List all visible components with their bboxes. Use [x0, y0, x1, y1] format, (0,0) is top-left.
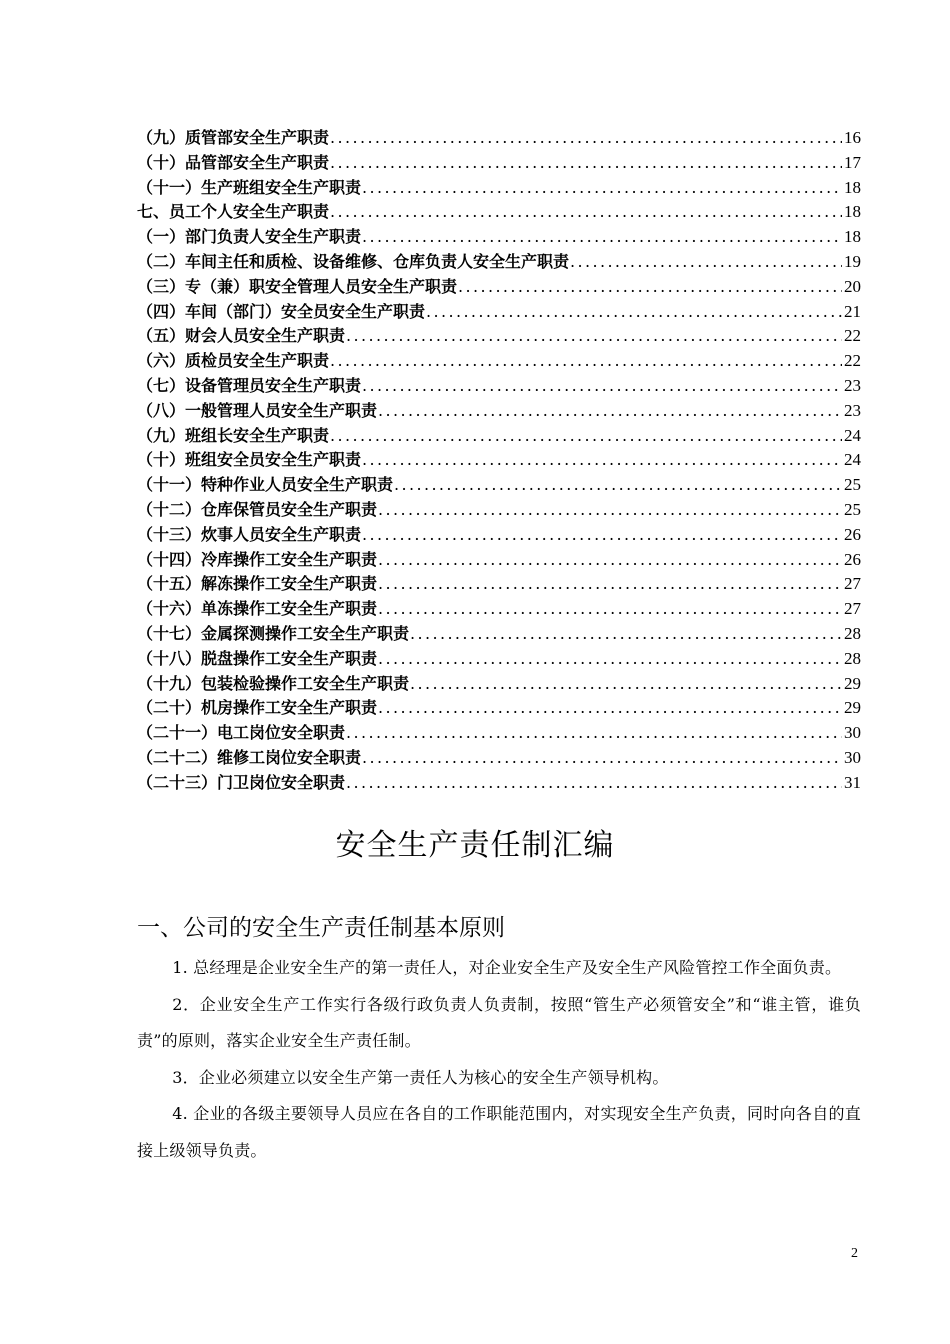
toc-entry-title: （十三）炊事人员安全生产职责: [137, 524, 362, 544]
toc-dot-leader: [377, 647, 842, 672]
toc-entry-title: （一）部门负责人安全生产职责: [137, 227, 362, 247]
toc-entry[interactable]: [137, 672, 861, 697]
toc-dot-leader: [361, 448, 842, 473]
section-heading: 一、公司的安全生产责任制基本原则: [137, 915, 505, 941]
toc-entry-page-number: 27: [844, 599, 861, 619]
toc-entry-page-number: 25: [844, 475, 861, 495]
toc-entry-page-number: 25: [844, 499, 861, 519]
toc-entry-page-number: 26: [844, 524, 861, 544]
toc-entry[interactable]: [137, 448, 861, 473]
toc-entry-title: （二十二）维修工岗位安全职责: [137, 747, 362, 767]
toc-dot-leader: [345, 721, 842, 746]
toc-entry-page-number: 19: [844, 251, 861, 271]
toc-dot-leader: [361, 225, 842, 250]
toc-entry-page-number: 30: [844, 747, 861, 767]
toc-entry[interactable]: [137, 572, 861, 597]
toc-entry-page-number: 27: [844, 574, 861, 594]
toc-entry-title: 七、员工个人安全生产职责: [137, 202, 330, 222]
toc-entry-page-number: 29: [844, 698, 861, 718]
toc-entry[interactable]: [137, 275, 861, 300]
toc-entry-page-number: 18: [844, 227, 861, 247]
paragraph: 1. 总经理是企业安全生产的第一责任人，对企业安全生产及安全生产风险管控工作全面负责。: [172, 958, 842, 977]
toc-entry[interactable]: [137, 399, 861, 424]
toc-entry-page-number: 23: [844, 400, 861, 420]
paragraph: 4. 企业的各级主要领导人员应在各自的工作职能范围内，对实现安全生产负责，同时向各自的直接上级领导负责。: [137, 1104, 861, 1160]
toc-entry-title: （二）车间主任和质检、设备维修、仓库负责人安全生产职责: [137, 251, 570, 271]
toc-dot-leader: [361, 523, 842, 548]
toc-entry[interactable]: [137, 225, 861, 250]
toc-entry-title: （八）一般管理人员安全生产职责: [137, 400, 378, 420]
body-text: [137, 950, 861, 1169]
toc-dot-leader: [329, 126, 842, 151]
toc-entry-title: （二十三）门卫岗位安全职责: [137, 772, 346, 792]
toc-entry-title: （十九）包装检验操作工安全生产职责: [137, 673, 410, 693]
toc-dot-leader: [569, 250, 842, 275]
toc-entry-page-number: 21: [844, 301, 861, 321]
toc-dot-leader: [425, 300, 842, 325]
toc-entry-title: （十六）单冻操作工安全生产职责: [137, 599, 378, 619]
toc-entry[interactable]: [137, 200, 861, 225]
toc-entry-title: （十一）生产班组安全生产职责: [137, 177, 362, 197]
toc-dot-leader: [377, 597, 842, 622]
toc-entry-title: （六）质检员安全生产职责: [137, 351, 330, 371]
toc-dot-leader: [361, 374, 842, 399]
toc-dot-leader: [329, 200, 842, 225]
toc-entry[interactable]: [137, 424, 861, 449]
toc-dot-leader: [329, 151, 842, 176]
toc-entry-page-number: 18: [844, 177, 861, 197]
toc-entry[interactable]: [137, 250, 861, 275]
toc-entry-page-number: 28: [844, 623, 861, 643]
toc-entry-page-number: 16: [844, 128, 861, 147]
paragraph: 3．企业必须建立以安全生产第一责任人为核心的安全生产领导机构。: [172, 1067, 669, 1087]
toc-entry-title: （五）财会人员安全生产职责: [137, 326, 346, 346]
toc-entry-title: （二十）机房操作工安全生产职责: [137, 698, 378, 718]
toc-entry-page-number: 17: [844, 152, 861, 172]
toc-dot-leader: [377, 399, 842, 424]
toc-entry[interactable]: [137, 126, 861, 151]
toc-entry-page-number: 20: [844, 276, 861, 296]
toc-dot-leader: [409, 622, 842, 647]
toc-entry-page-number: 30: [844, 723, 861, 743]
toc-entry-title: （九）质管部安全生产职责: [137, 128, 330, 147]
toc-entry-title: （十一）特种作业人员安全生产职责: [137, 475, 394, 495]
toc-entry[interactable]: [137, 746, 861, 771]
toc-entry[interactable]: [137, 300, 861, 325]
toc-entry[interactable]: [137, 622, 861, 647]
toc-entry[interactable]: [137, 696, 861, 721]
toc-dot-leader: [377, 572, 842, 597]
toc-entry[interactable]: [137, 349, 861, 374]
toc-entry-title: （十五）解冻操作工安全生产职责: [137, 574, 378, 594]
toc-entry[interactable]: [137, 151, 861, 176]
toc-entry[interactable]: [137, 771, 861, 796]
toc-entry-title: （十）品管部安全生产职责: [137, 152, 330, 172]
toc-entry[interactable]: [137, 176, 861, 201]
toc-entry-page-number: 18: [844, 202, 861, 222]
toc-entry-page-number: 24: [844, 450, 861, 470]
toc-entry-title: （十四）冷库操作工安全生产职责: [137, 549, 378, 569]
toc-entry-title: （九）班组长安全生产职责: [137, 425, 330, 445]
toc-dot-leader: [377, 548, 842, 573]
toc-entry[interactable]: [137, 324, 861, 349]
toc-entry[interactable]: [137, 374, 861, 399]
toc-entry[interactable]: [137, 473, 861, 498]
document-title: 安全生产责任制汇编: [335, 828, 615, 863]
toc-entry-title: （十七）金属探测操作工安全生产职责: [137, 623, 410, 643]
toc-dot-leader: [361, 746, 842, 771]
toc-entry[interactable]: [137, 498, 861, 523]
toc-entry-page-number: 29: [844, 673, 861, 693]
toc-dot-leader: [377, 498, 842, 523]
toc-entry-page-number: 24: [844, 425, 861, 445]
toc-dot-leader: [329, 424, 842, 449]
toc-entry-title: （二十一）电工岗位安全职责: [137, 723, 346, 743]
toc-dot-leader: [345, 771, 842, 796]
toc-dot-leader: [329, 349, 842, 374]
toc-entry-title: （七）设备管理员安全生产职责: [137, 375, 362, 395]
page-number: 2: [851, 1246, 858, 1261]
toc-dot-leader: [361, 176, 842, 201]
toc-dot-leader: [409, 672, 842, 697]
toc-entry[interactable]: [137, 721, 861, 746]
toc-entry-title: （四）车间（部门）安全员安全生产职责: [137, 301, 426, 321]
toc-entry-page-number: 22: [844, 351, 861, 371]
paragraph: 2．企业安全生产工作实行各级行政负责人负责制，按照“管生产必须管安全”和“谁主管，谁负责”的原则，落实企业安全生产责任制。: [137, 994, 861, 1050]
toc-entry[interactable]: [137, 597, 861, 622]
toc-dot-leader: [345, 324, 842, 349]
toc-entry-page-number: 31: [844, 772, 861, 792]
toc-entry[interactable]: [137, 647, 861, 672]
toc-dot-leader: [457, 275, 842, 300]
toc-entry-page-number: 23: [844, 375, 861, 395]
toc-entry[interactable]: [137, 548, 861, 573]
toc-entry-title: （十八）脱盘操作工安全生产职责: [137, 648, 378, 668]
toc-entry-title: （三）专（兼）职安全管理人员安全生产职责: [137, 276, 458, 296]
toc-dot-leader: [393, 473, 842, 498]
toc-dot-leader: [377, 696, 842, 721]
toc-entry-page-number: 28: [844, 648, 861, 668]
table-of-contents: [137, 126, 861, 796]
toc-entry-page-number: 22: [844, 326, 861, 346]
toc-entry[interactable]: [137, 523, 861, 548]
toc-entry-title: （十）班组安全员安全生产职责: [137, 450, 362, 470]
toc-entry-page-number: 26: [844, 549, 861, 569]
toc-entry-title: （十二）仓库保管员安全生产职责: [137, 499, 378, 519]
